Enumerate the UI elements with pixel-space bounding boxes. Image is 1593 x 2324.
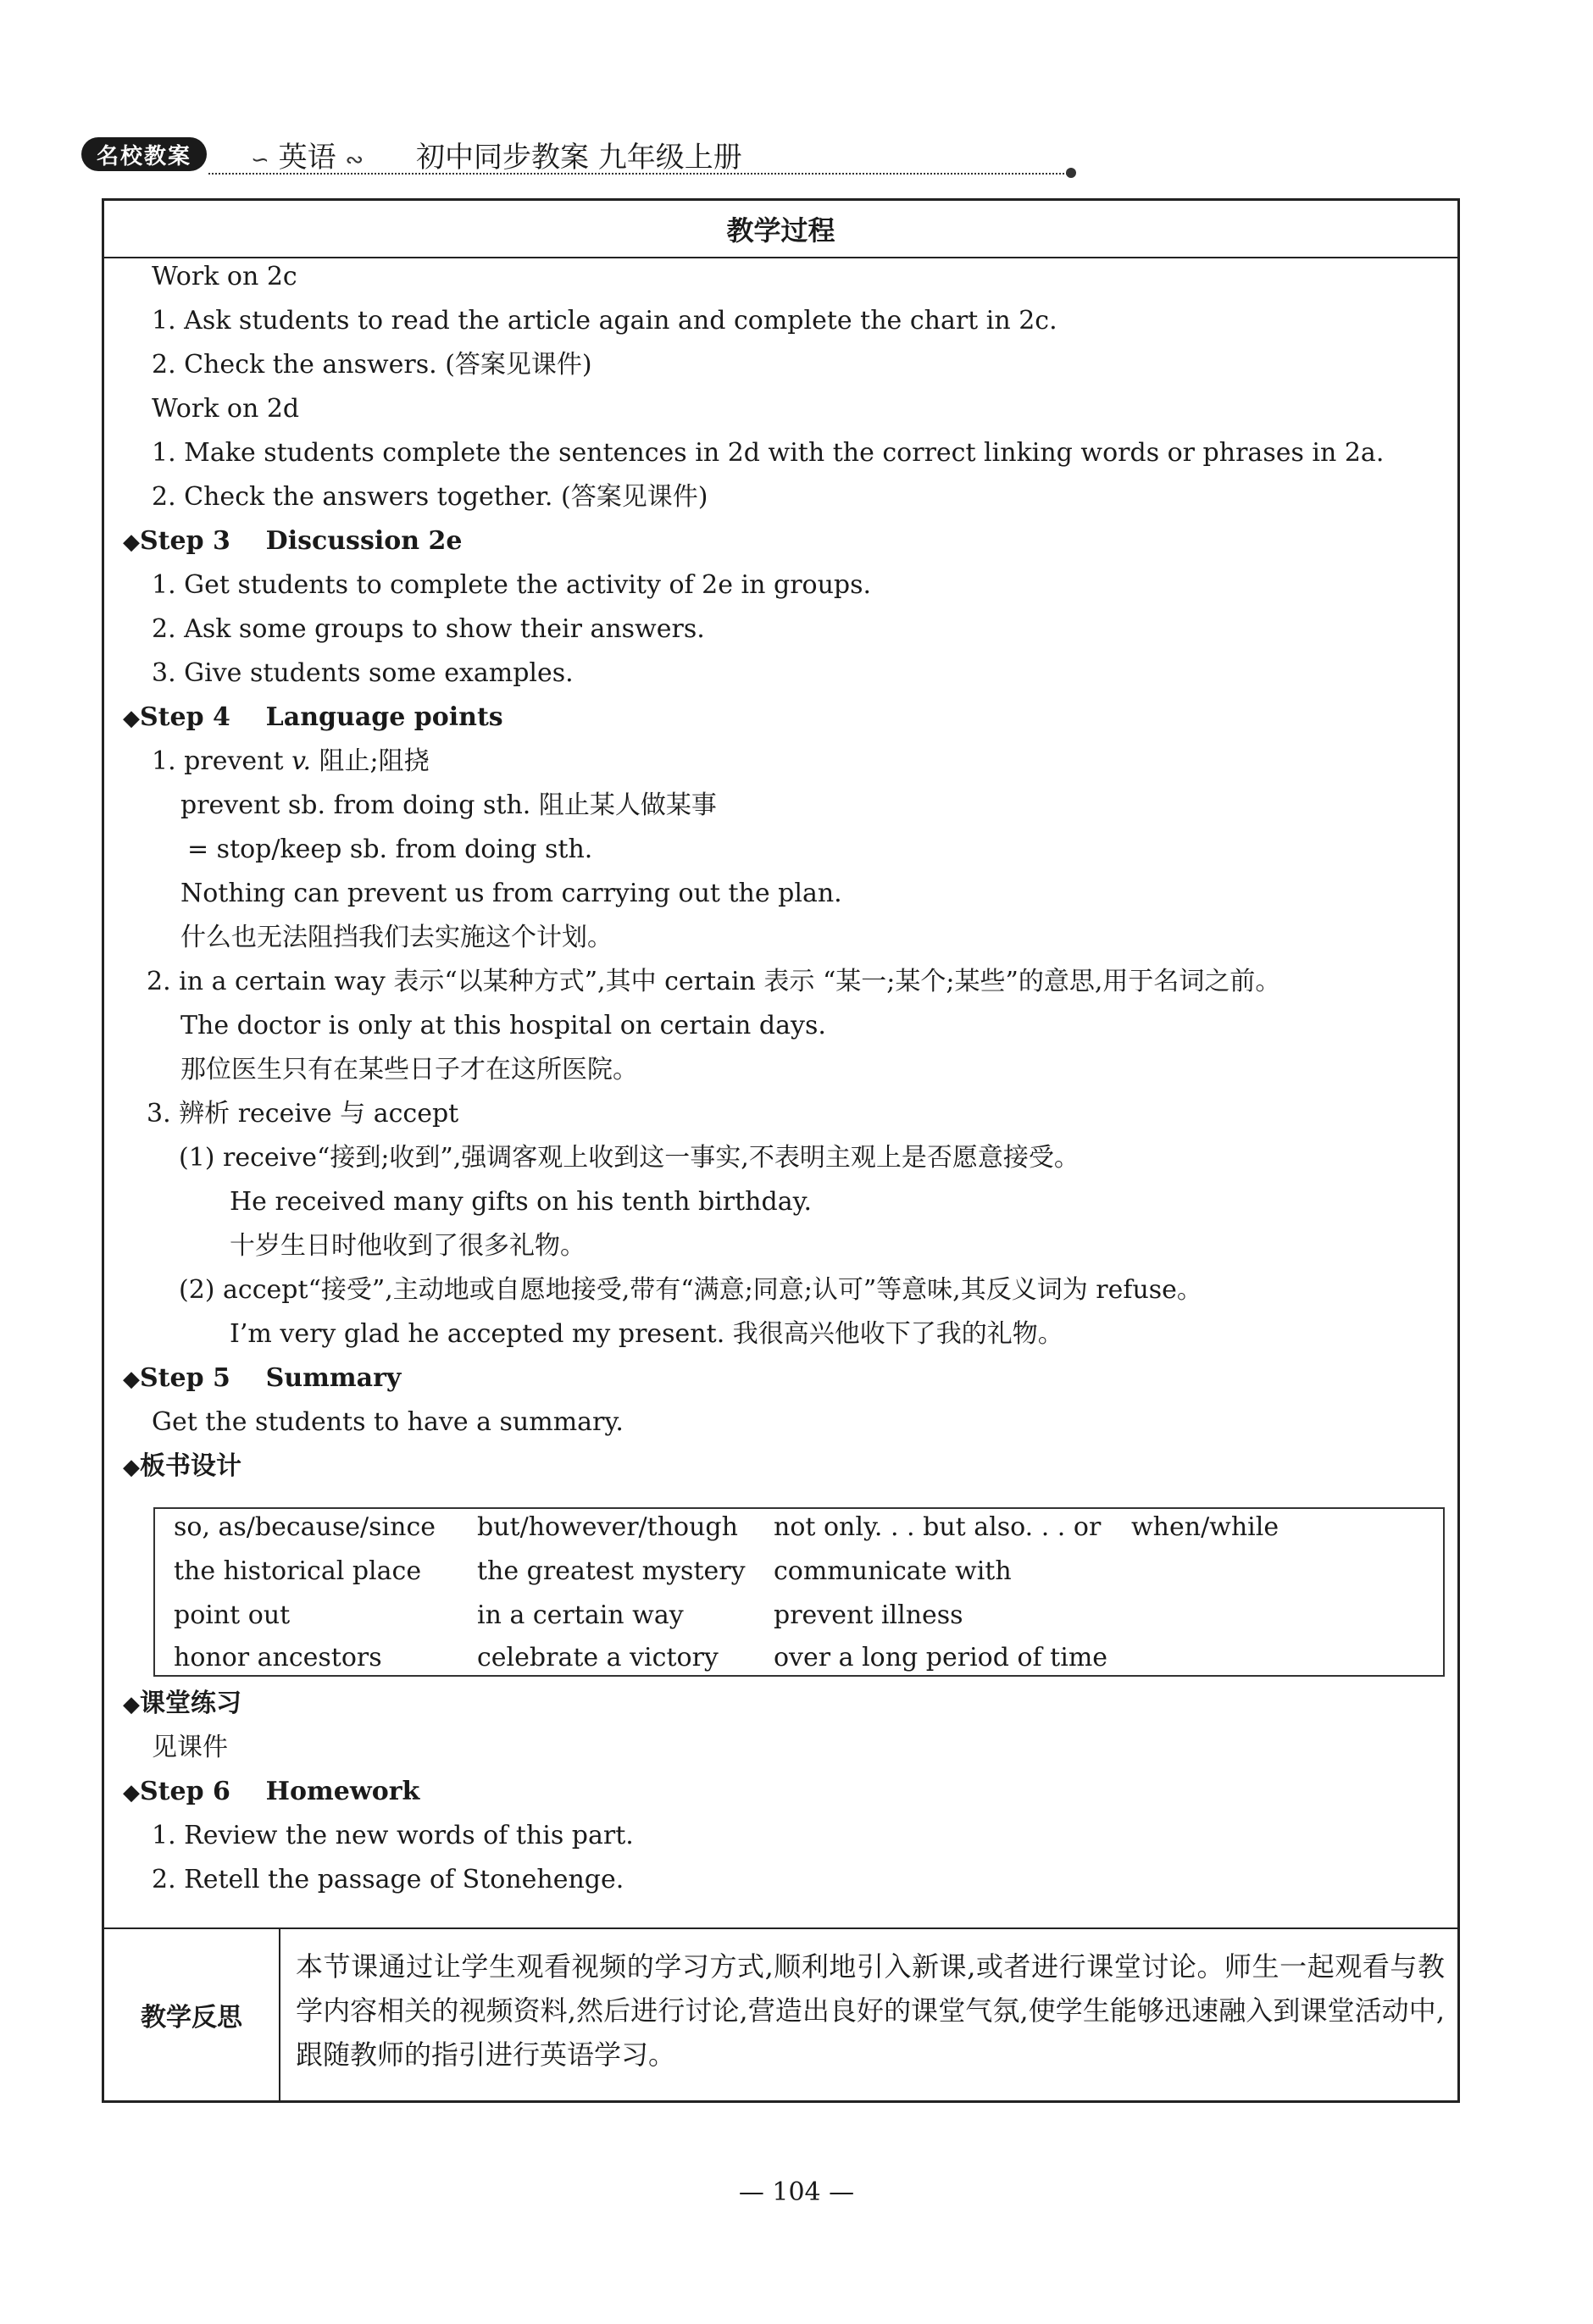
subject-text: 英语 [278, 141, 336, 175]
board-cell: honor ancestors [174, 1643, 382, 1672]
page-number: — 104 — [738, 2177, 855, 2207]
board-cell: when/while [1131, 1512, 1279, 1542]
line-prevent: 1. prevent v. 阻止;阻挠 [152, 746, 430, 776]
step-4-heading: ◆Step 4 Language points [123, 702, 503, 732]
reflection-label: 教学反思 [141, 2003, 242, 2033]
board-cell: the greatest mystery [477, 1556, 746, 1586]
line: 十岁生日时他收到了很多礼物。 [230, 1231, 586, 1261]
series-logo: 名校教案 [81, 137, 207, 171]
ornament-left-icon: ∽ [251, 147, 269, 173]
line: He received many gifts on his tenth birthday. [230, 1187, 813, 1217]
diamond-icon: ◆ [123, 1780, 140, 1805]
subject-label [251, 134, 364, 175]
reflection-divider [104, 1927, 1457, 1929]
line: Get the students to have a summary. [152, 1407, 624, 1437]
reflection-column-divider [279, 1929, 280, 2100]
book-title: 初中同步教案 九年级上册 [416, 141, 742, 175]
diamond-icon: ◆ [123, 1367, 140, 1392]
board-cell: so, as/because/since [174, 1512, 436, 1542]
step-5-heading: ◆Step 5 Summary [123, 1363, 402, 1393]
line-work-2c: Work on 2c [152, 262, 297, 291]
ornament-right-icon: ∾ [345, 147, 364, 173]
line: (1) receive“接到;收到”,强调客观上收到这一事实,不表明主观上是否愿意接受。 [179, 1143, 1080, 1173]
line: I’m very glad he accepted my present. 我很高兴他收下了我的礼物。 [230, 1319, 1063, 1349]
board-cell: not only. . . but also. . . or [774, 1512, 1102, 1542]
line: 见课件 [152, 1733, 228, 1762]
diamond-icon: ◆ [123, 1692, 140, 1717]
class-practice-heading: ◆课堂练习 [123, 1689, 241, 1718]
reflection-text: 本节课通过让学生观看视频的学习方式,顺利地引入新课,或者进行课堂讨论。师生一起观看与教学内容相关的视频资料,然后进行讨论,营造出良好的课堂气氛,使学生能够迅速融入到课堂活动中,跟随教师的指引进行英语学习。 [296, 1950, 1445, 2071]
line: = stop/keep sb. from doing sth. [187, 835, 593, 864]
board-cell: celebrate a victory [477, 1643, 719, 1672]
board-cell: in a certain way [477, 1600, 684, 1630]
board-cell: the historical place [174, 1556, 422, 1586]
line: 3. 辨析 receive 与 accept [147, 1099, 459, 1129]
line: 2. Ask some groups to show their answers. [152, 614, 705, 644]
header-end-dot-icon [1066, 168, 1076, 178]
line: 1. Make students complete the sentences in 2d with the correct linking words or phrases in 2a. [152, 438, 1385, 468]
board-cell: point out [174, 1600, 291, 1630]
line: 2. Retell the passage of Stonehenge. [152, 1865, 624, 1894]
line: 1. Ask students to read the article again and complete the chart in 2c. [152, 306, 1057, 336]
line: 2. in a certain way 表示“以某种方式”,其中 certain 表示 “某一;某个;某些”的意思,用于名词之前。 [147, 967, 1281, 996]
step-6-heading: ◆Step 6 Homework [123, 1777, 420, 1806]
line: 2. Check the answers. (答案见课件) [152, 350, 592, 380]
line: 那位医生只有在某些日子才在这所医院。 [180, 1055, 638, 1084]
line: Nothing can prevent us from carrying out the plan. [180, 879, 842, 908]
line: 2. Check the answers together. (答案见课件) [152, 482, 708, 512]
board-cell: but/however/though [477, 1512, 738, 1542]
board-design-heading: ◆板书设计 [123, 1451, 241, 1481]
board-cell: communicate with [774, 1556, 1012, 1586]
page-header [81, 134, 1073, 178]
header-dotted-rule [208, 173, 1071, 175]
line-work-2d: Work on 2d [152, 394, 300, 424]
line: 3. Give students some examples. [152, 658, 574, 688]
board-cell: prevent illness [774, 1600, 963, 1630]
board-cell: over a long period of time [774, 1643, 1108, 1672]
lesson-frame [102, 198, 1460, 2103]
line: 1. Review the new words of this part. [152, 1821, 634, 1850]
section-title: 教学过程 [104, 201, 1457, 258]
step-3-heading: ◆Step 3 Discussion 2e [123, 526, 463, 556]
diamond-icon: ◆ [123, 706, 140, 731]
line: prevent sb. from doing sth. 阻止某人做某事 [180, 790, 717, 820]
diamond-icon: ◆ [123, 1455, 140, 1480]
diamond-icon: ◆ [123, 530, 140, 555]
line: The doctor is only at this hospital on certain days. [180, 1011, 826, 1040]
line: 什么也无法阻挡我们去实施这个计划。 [180, 923, 613, 952]
line: 1. Get students to complete the activity of 2e in groups. [152, 570, 872, 600]
board-design-box [153, 1507, 1445, 1677]
line: (2) accept“接受”,主动地或自愿地接受,带有“满意;同意;认可”等意味,其反义词为 refuse。 [179, 1275, 1202, 1305]
